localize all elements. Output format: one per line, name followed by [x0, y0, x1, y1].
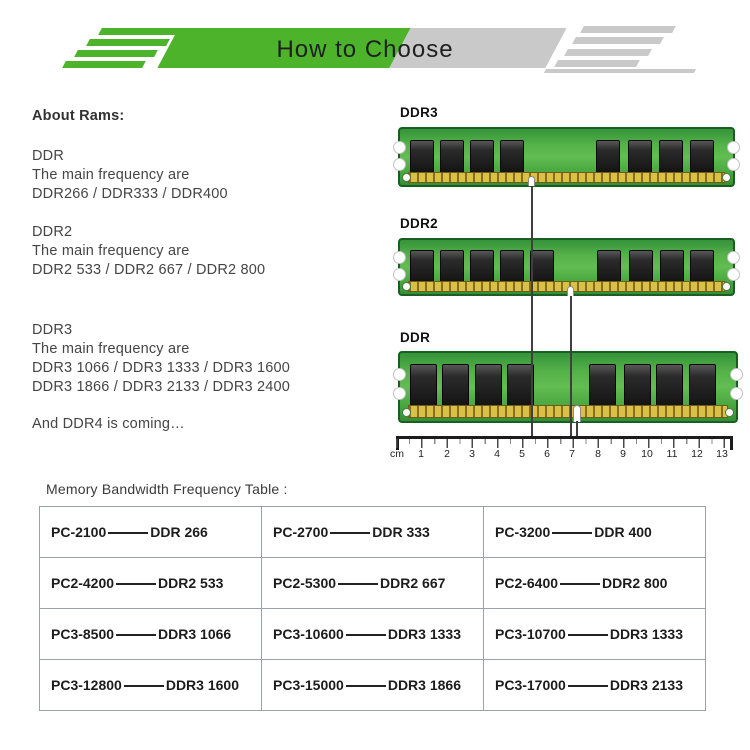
banner-stripe-right-2 — [572, 37, 664, 44]
section-ddr2-desc: The main frequency are — [32, 243, 190, 259]
pc-label: PC3-12800 — [51, 677, 122, 693]
freq-cell — [484, 660, 706, 711]
gold-pins — [408, 405, 728, 418]
mount-hole — [722, 282, 731, 291]
pc-label: PC3-10700 — [495, 626, 566, 642]
freq-cell — [40, 660, 262, 711]
memory-chip — [507, 364, 534, 406]
ddr-label: DDR 400 — [594, 524, 652, 540]
banner-stripe-right-1 — [580, 26, 676, 33]
banner-stripe-left-3 — [74, 50, 158, 57]
dash-line — [116, 583, 156, 585]
gold-pins — [408, 172, 725, 183]
ddr-label: DDR3 1333 — [387, 626, 461, 642]
banner-stripe-left-2 — [86, 39, 170, 46]
table-row — [40, 660, 706, 711]
mount-hole — [402, 282, 411, 291]
table-row — [40, 558, 706, 609]
ruler-mark: 11 — [666, 448, 678, 460]
ruler-mark: 3 — [469, 448, 475, 460]
memory-chip — [410, 364, 437, 406]
dash-line — [124, 685, 164, 687]
mount-hole — [722, 173, 731, 182]
pc-label: PC3-8500 — [51, 626, 115, 642]
pin-notch-ddr2 — [567, 286, 574, 296]
memory-chip — [629, 250, 653, 283]
clip-cutout — [393, 368, 406, 381]
module-label-ddr2: DDR2 — [400, 216, 438, 231]
ruler-mark: 12 — [691, 448, 703, 460]
freq-cell — [262, 660, 484, 711]
freq-cell — [484, 507, 706, 558]
ruler-mark: 9 — [620, 448, 626, 460]
mount-hole — [402, 173, 411, 182]
clip-cutout — [393, 387, 406, 400]
ruler-mark: 6 — [544, 448, 550, 460]
clip-cutout — [727, 158, 740, 171]
ruler-mark: 5 — [519, 448, 525, 460]
memory-chip — [659, 140, 683, 173]
banner-stripe-right-4 — [554, 60, 640, 67]
section-ddr3-desc: The main frequency are — [32, 341, 190, 357]
module-label-ddr: DDR — [400, 330, 431, 345]
banner-title: How to Choose — [276, 36, 454, 63]
memory-chip — [656, 364, 683, 406]
memory-chip — [470, 250, 494, 283]
dash-line — [560, 583, 600, 585]
module-label-ddr3: DDR3 — [400, 105, 438, 120]
pc-label: PC2-5300 — [273, 575, 337, 591]
freq-cell — [484, 558, 706, 609]
ruler-mark: 13 — [716, 448, 728, 460]
pin-notch-ddr — [573, 405, 581, 422]
table-heading: Memory Bandwidth Frequency Table : — [46, 481, 288, 497]
pc-label: PC2-6400 — [495, 575, 559, 591]
clip-cutout — [727, 268, 740, 281]
pc-label: PC3-15000 — [273, 677, 344, 693]
freq-cell — [262, 558, 484, 609]
memory-chip — [440, 140, 464, 173]
clip-cutout — [393, 158, 406, 171]
section-ddr-desc: The main frequency are — [32, 167, 190, 183]
memory-chip — [410, 140, 434, 173]
freq-cell — [40, 558, 262, 609]
section-ddr2-name: DDR2 — [32, 224, 73, 240]
table-row — [40, 609, 706, 660]
mount-hole — [725, 408, 734, 417]
memory-chip — [690, 140, 714, 173]
section-ddr-freqs: DDR266 / DDR333 / DDR400 — [32, 186, 228, 202]
pointer-line-ddr — [576, 421, 578, 437]
memory-chip — [660, 250, 684, 283]
freq-cell — [484, 609, 706, 660]
section-ddr3-freqs1: DDR3 1066 / DDR3 1333 / DDR3 1600 — [32, 360, 291, 376]
dash-line — [346, 685, 386, 687]
memory-chip — [475, 364, 502, 406]
ruler-mark: 10 — [641, 448, 653, 460]
dash-line — [108, 532, 148, 534]
module-ddr3 — [398, 127, 735, 187]
memory-chip — [596, 140, 620, 173]
clip-cutout — [393, 251, 406, 264]
module-ddr — [398, 351, 738, 423]
clip-cutout — [393, 268, 406, 281]
ddr-label: DDR3 1866 — [387, 677, 461, 693]
freq-cell — [262, 507, 484, 558]
dash-line — [116, 634, 156, 636]
memory-chip — [470, 140, 494, 173]
ddr-label: DDR3 1333 — [609, 626, 683, 642]
ddr-label: DDR2 667 — [380, 575, 446, 591]
ddr-label: DDR2 800 — [602, 575, 668, 591]
ddr-label: DDR3 2133 — [609, 677, 683, 693]
ruler-mark: 7 — [569, 448, 575, 460]
dash-line — [552, 532, 592, 534]
about-heading: About Rams: — [32, 108, 125, 124]
memory-chip — [500, 140, 524, 173]
banner-stripe-left-4 — [62, 61, 146, 68]
memory-chip — [530, 250, 554, 283]
pin-notch-ddr3 — [528, 176, 535, 186]
dash-line — [330, 532, 370, 534]
memory-chip — [624, 364, 651, 406]
section-ddr3-name: DDR3 — [32, 322, 73, 338]
section-ddr2-freqs: DDR2 533 / DDR2 667 / DDR2 800 — [32, 262, 266, 278]
clip-cutout — [727, 251, 740, 264]
clip-cutout — [727, 141, 740, 154]
ddr-label: DDR2 533 — [158, 575, 224, 591]
memory-chip — [689, 364, 716, 406]
memory-chip — [442, 364, 469, 406]
banner-tail — [544, 69, 696, 73]
mount-hole — [402, 408, 411, 417]
freq-cell — [40, 609, 262, 660]
clip-cutout — [730, 368, 743, 381]
pc-label: PC2-4200 — [51, 575, 115, 591]
clip-cutout — [730, 387, 743, 400]
pc-label: PC3-10600 — [273, 626, 344, 642]
pointer-line-ddr2 — [570, 296, 572, 437]
table-row — [40, 507, 706, 558]
pc-label: PC-2700 — [273, 524, 329, 540]
dash-line — [346, 634, 386, 636]
ddr-label: DDR 333 — [372, 524, 430, 540]
freq-cell — [262, 609, 484, 660]
ruler-mark: 2 — [444, 448, 450, 460]
freq-table — [39, 506, 706, 711]
memory-chip — [500, 250, 524, 283]
pointer-line-ddr3 — [531, 186, 533, 437]
section-ddr-name: DDR — [32, 148, 65, 164]
ddr-label: DDR3 1600 — [165, 677, 239, 693]
memory-chip — [628, 140, 652, 173]
clip-cutout — [393, 141, 406, 154]
freq-cell — [40, 507, 262, 558]
banner-stripe-left-1 — [98, 28, 182, 35]
memory-chip — [440, 250, 464, 283]
dash-line — [568, 634, 608, 636]
ruler-mark: 1 — [418, 448, 424, 460]
memory-chip — [690, 250, 714, 283]
memory-chip — [597, 250, 621, 283]
ruler-mark: 8 — [595, 448, 601, 460]
dash-line — [568, 685, 608, 687]
ruler-ticks-half — [409, 439, 731, 444]
memory-chip — [410, 250, 434, 283]
dash-line — [338, 583, 378, 585]
memory-chip — [589, 364, 616, 406]
pc-label: PC3-17000 — [495, 677, 566, 693]
ddr-label: DDR3 1066 — [158, 626, 232, 642]
ddr-label: DDR 266 — [150, 524, 208, 540]
ruler-unit: cm — [390, 448, 404, 460]
banner-stripe-right-3 — [564, 49, 652, 56]
ruler-mark: 4 — [494, 448, 500, 460]
ddr4-note: And DDR4 is coming… — [32, 416, 185, 432]
section-ddr3-freqs2: DDR3 1866 / DDR3 2133 / DDR3 2400 — [32, 379, 291, 395]
pc-label: PC-2100 — [51, 524, 107, 540]
pc-label: PC-3200 — [495, 524, 551, 540]
